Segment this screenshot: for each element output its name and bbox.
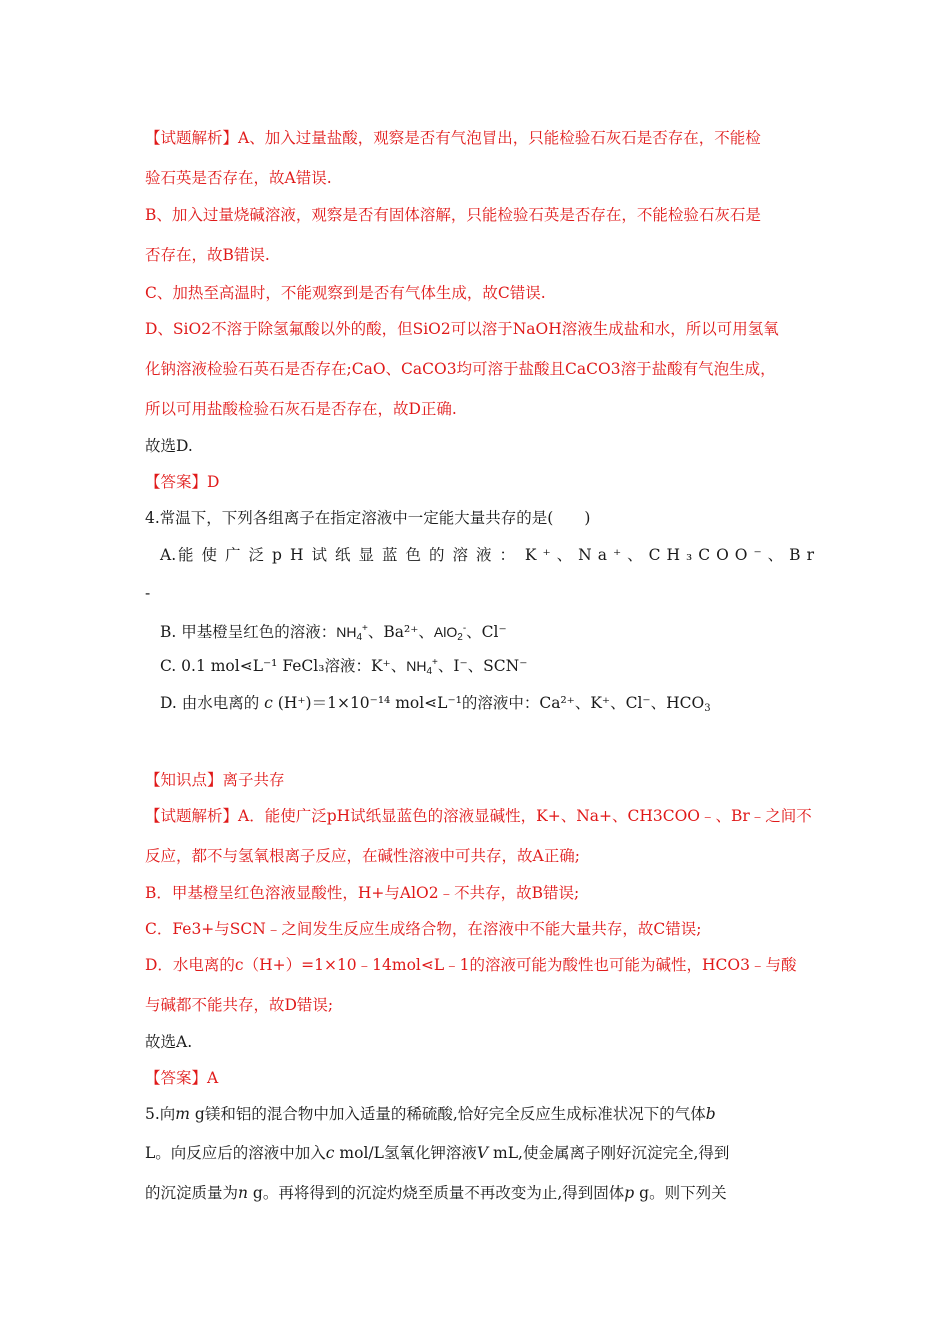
analysis-line-2: 验石英是否存在，故A错误. — [145, 169, 332, 187]
analysis-line-1: 【试题解析】A、加入过量盐酸，观察是否有气泡冒出，只能检验石灰石是否存在，不能检 — [145, 129, 761, 147]
option-d-text: D. 由水电离的 — [160, 694, 260, 712]
explain-line-2: 反应，都不与氢氧根离子反应，在碱性溶液中可共存，故A正确; — [145, 847, 580, 865]
question-5-line-3: 的沉淀质量为n g。再将得到的沉淀灼烧至质量不再改变为止,得到固体p g。则下列关 — [145, 1184, 727, 1202]
option-d-c: c — [264, 694, 273, 712]
answer-3: 【答案】D — [145, 473, 220, 491]
nh4-ion-c: $NH_4^+$ — [406, 657, 438, 677]
cl-ion: 、Cl⁻ — [466, 623, 507, 641]
ba-ion: 、Ba²⁺、 — [367, 623, 434, 641]
question-5-line-1: 5.向m g镁和铝的混合物中加入适量的稀硫酸,恰好完全反应生成标准状况下的气体b — [145, 1105, 716, 1123]
option-a — [160, 545, 820, 565]
option-d-sub: 3 — [704, 703, 711, 714]
option-d-mid: (H⁺)＝1×10⁻¹⁴ mol⋖L⁻¹的溶液中：Ca²⁺、K⁺、Cl⁻、HCO — [277, 694, 705, 712]
option-c — [160, 656, 527, 676]
option-a-text: 能使广泛pH试纸显蓝色的溶液： — [178, 546, 523, 564]
alo2-ion: AlO$_2$- — [433, 623, 467, 643]
answer-4: 【答案】A — [145, 1069, 219, 1087]
explain-line-6: 与碱都不能共存，故D错误; — [145, 996, 334, 1014]
explain-line-5: D．水电离的c（H+）=1×10﹣14mol⋖L﹣1的溶液可能为酸性也可能为碱性，HCO3﹣与酸 — [145, 956, 797, 974]
explain-line-4: C．Fe3+与SCN﹣之间发生反应生成络合物，在溶液中不能大量共存，故C错误; — [145, 920, 702, 938]
option-a-continued: - — [145, 584, 151, 602]
choose-answer-3: 故选D. — [145, 437, 193, 455]
analysis-line-3: B、加入过量烧碱溶液，观察是否有固体溶解，只能检验石英是否存在，不能检验石灰石是 — [145, 206, 761, 224]
var-c: c — [325, 1144, 335, 1162]
var-V: V — [476, 1144, 489, 1162]
option-b — [160, 622, 507, 642]
knowledge-point: 【知识点】离子共存 — [145, 771, 285, 789]
choose-answer-4: 故选A. — [145, 1033, 193, 1051]
k-ion: K⁺、 — [370, 657, 407, 675]
explain-line-1: 【试题解析】A．能使广泛pH试纸显蓝色的溶液显碱性，K+、Na+、CH3COO﹣、Br﹣之间不 — [145, 807, 812, 825]
explain-line-3: B．甲基橙呈红色溶液显酸性，H+与AlO2﹣不共存，故B错误; — [145, 884, 580, 902]
var-m: m — [175, 1105, 190, 1123]
analysis-line-8: 所以可用盐酸检验石灰石是否存在，故D正确. — [145, 400, 457, 418]
analysis-line-5: C、加热至高温时，不能观察到是否有气体生成，故C错误. — [145, 284, 546, 302]
option-b-text: B. 甲基橙呈红色的溶液： — [160, 623, 337, 641]
var-p: p — [624, 1184, 635, 1202]
question-4-stem: 4.常温下，下列各组离子在指定溶液中一定能大量共存的是( ) — [145, 509, 591, 527]
analysis-line-6: D、SiO2不溶于除氢氟酸以外的酸，但SiO2可以溶于NaOH溶液生成盐和水，所以可用氢氧 — [145, 320, 779, 338]
analysis-line-7: 化钠溶液检验石英石是否存在;CaO、CaCO3均可溶于盐酸且CaCO3溶于盐酸有气泡生成， — [145, 360, 776, 378]
var-b: b — [705, 1105, 716, 1123]
option-c-text: C. 0.1 mol⋖L⁻¹ FeCl₃溶液： — [160, 657, 371, 675]
analysis-line-4: 否存在，故B错误. — [145, 246, 270, 264]
option-c-rest: 、I⁻、SCN⁻ — [437, 657, 528, 675]
option-d — [160, 693, 711, 713]
option-a-label: A. — [160, 546, 177, 564]
option-a-ions: K⁺、Na⁺、CH₃COO⁻、Br — [524, 546, 820, 564]
nh4-ion: $NH_4^+$ — [336, 623, 368, 643]
var-n: n — [238, 1184, 248, 1202]
question-5-line-2: L。向反应后的溶液中加入c mol/L氢氧化钾溶液V mL,使金属离子刚好沉淀完全,得到 — [145, 1144, 730, 1162]
